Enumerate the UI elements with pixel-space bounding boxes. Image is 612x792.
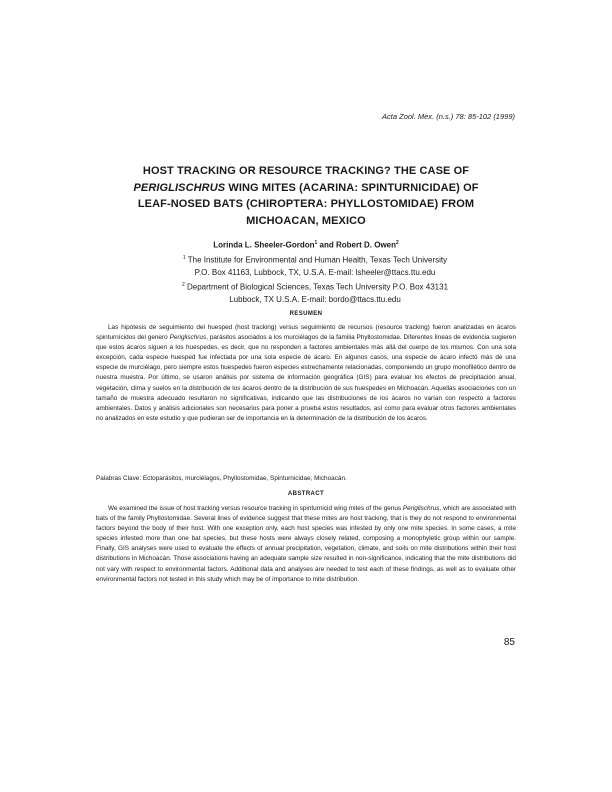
paper-title bbox=[96, 163, 516, 229]
resumen-genus: Periglischrus bbox=[169, 334, 207, 342]
affiliation-1-address: P.O. Box 41163, Lubbock, TX, U.S.A. E-mail: lsheeler@ttacs.ttu.edu bbox=[194, 267, 436, 277]
affiliation-1-institute: The Institute for Environmental and Human Health, Texas Tech University bbox=[185, 255, 448, 265]
author-1-affiliation-mark: 1 bbox=[314, 240, 318, 246]
affiliation-1-line-1 bbox=[130, 252, 500, 267]
author-2-affiliation-mark: 2 bbox=[396, 240, 399, 246]
abstract-text-start: We examined the issue of host tracking versus resource tracking in spinturnicid wing mites of the genus bbox=[108, 505, 403, 512]
affiliation-2-address: Lubbock, TX U.S.A. E-mail: bordo@ttacs.ttu.edu bbox=[229, 294, 401, 304]
abstract-heading: ABSTRACT bbox=[287, 491, 325, 497]
author-2: Robert D. Owen bbox=[336, 240, 397, 250]
affiliation-2-mark: 2 bbox=[181, 282, 185, 288]
author-list bbox=[96, 240, 516, 250]
abstract-text-rest: , which are associated with bats of the family Phyllostomidae. Several lines of evidence suggest that these mites are host tracking, that is they do not respond to environmental factors beyond the body of their host. With one exception only, each host species was infested by only one mite species. In some cases, a mite species infested more than one bat species, but these hosts were always closely related, composing a monophyletic group within our sample. Finally, GIS analyses were used to evaluate the effects of annual precipitation, vegetation, climate, and soils on mite distributions within their host distributions in Michoacán. Those associations having an adequate sample size resulted in non-significance, indicating that the mite distributions did not vary with respect to environmental factors. Additional data and analyses are needed to test each of these findings, as well as to evaluate other environmental factors not tested in this study which may be of importance to mite distribution. bbox=[96, 505, 516, 583]
title-line-4: MICHOACAN, MEXICO bbox=[246, 214, 366, 227]
affiliation-2-department: Department of Biological Sciences, Texas Tech University P.O. Box 43131 bbox=[184, 282, 449, 292]
author-separator: and bbox=[317, 240, 336, 250]
title-line-1: HOST TRACKING OR RESOURCE TRACKING? THE CASE OF bbox=[142, 165, 470, 177]
resumen-heading: RESUMEN bbox=[289, 311, 323, 317]
keywords-line bbox=[96, 474, 516, 484]
title-line-2-rest: WING MITES (ACARINA: SPINTURNICIDAE) OF bbox=[225, 181, 479, 194]
abstract-genus: Periglischrus bbox=[402, 505, 440, 512]
affiliation-1 bbox=[130, 252, 500, 279]
resumen-paragraph bbox=[96, 323, 516, 424]
keywords-text: Ectoparásitos, murciélagos, Phyllostomidae, Spinturnicidae, Michoacán. bbox=[141, 475, 347, 482]
page-number: 85 bbox=[503, 637, 515, 648]
affiliation-2 bbox=[130, 279, 500, 306]
keywords-label: Palabras Clave: bbox=[96, 475, 142, 482]
resumen-text-rest: , parásitos asociados a los murciélagos de la familia Phyllostomidae. Diferentes líneas de evidencia sugieren que estos ácaros siguen a los huespedes, es decir, que no responden a factores ambientales más allá del cuerpo de los mismos. Con una sola excepción, cada especie huesped fue infectada por una sola especie de ácaro. En algunos casos, una especie de ácaro infectó más de una especie de murciélago, pero siempre estos huespedes fueron especies estrechamente relacionadas, componiendo un grupo monofilético dentro de nuestra muestra. Por último, se usaron análisis por sistema de información geográfica (GIS) para evaluar los efectos de precipitación anual, vegetación, clima y suelos en la distribución de los ácaros dentro de la distribución de sus huespedes en Michoacán. Aquellas asociaciones con un tamaño de muestra adecuado resultaron no significativas, indicando que las distribuciones de los ácaros no varían con respecto a factores ambientales. Datos y análisis adicionales son necesarios para poner a prueba estos resultados, así como para evaluar otros factores ambientales no analizados en este estudio y que pudieran ser de importancia en la determinación de la distribución de los ácaros. bbox=[96, 334, 516, 422]
title-line-3: LEAF-NOSED BATS (CHIROPTERA: PHYLLOSTOMIDAE) FROM bbox=[137, 198, 475, 210]
journal-citation: Acta Zool. Mex. (n.s.) 78: 85-102 (1999) bbox=[382, 112, 515, 121]
affiliation-2-line-1 bbox=[130, 279, 500, 294]
title-genus: PERIGLISCHRUS bbox=[133, 181, 226, 194]
resumen-text-start: Las hipótesis de seguimiento del huesped (host tracking) versus seguimiento de recursos (resource tracking) fueron analizadas en ácaros spinturnícidos del genero bbox=[96, 324, 516, 342]
abstract-paragraph bbox=[96, 504, 516, 585]
author-1: Lorinda L. Sheeler-Gordon bbox=[213, 240, 315, 250]
title-line-2 bbox=[96, 180, 516, 197]
affiliation-1-mark: 1 bbox=[182, 255, 186, 261]
